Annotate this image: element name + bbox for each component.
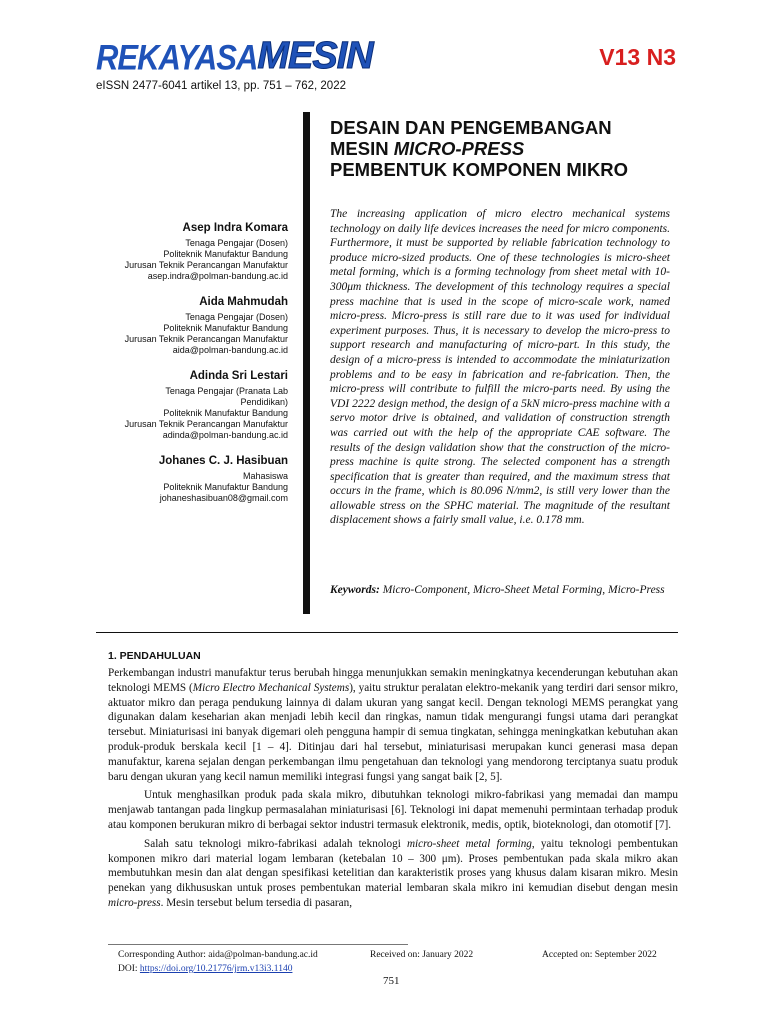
horizontal-rule bbox=[96, 632, 678, 633]
volume-number: V13 N3 bbox=[599, 44, 676, 70]
author-name: Asep Indra Komara bbox=[182, 222, 288, 234]
journal-logo bbox=[96, 35, 373, 78]
author-block bbox=[96, 296, 288, 356]
affiliation-line: Tenaga Pengajar (Dosen) bbox=[185, 312, 288, 322]
page-number: 751 bbox=[383, 975, 400, 987]
affiliation-line: Politeknik Manufaktur Bandung bbox=[163, 408, 288, 418]
affiliation-line: Tenaga Pengajar (Dosen) bbox=[185, 238, 288, 248]
logo-text-mesin: MESIN bbox=[257, 35, 373, 77]
author-email: johaneshasibuan08@gmail.com bbox=[159, 493, 288, 503]
corresponding-author: Corresponding Author: aida@polman-bandung.ac.id bbox=[118, 950, 318, 960]
vertical-divider bbox=[303, 112, 310, 614]
keywords bbox=[330, 583, 670, 598]
affiliation-line: Politeknik Manufaktur Bandung bbox=[163, 323, 288, 333]
article-title bbox=[330, 117, 680, 180]
body-text bbox=[108, 666, 678, 911]
author-email: adinda@polman-bandung.ac.id bbox=[162, 430, 288, 440]
keywords-text: Micro-Component, Micro-Sheet Metal Forming, Micro-Press bbox=[379, 584, 665, 596]
footnote-rule bbox=[108, 944, 408, 945]
author-list bbox=[96, 222, 288, 518]
abstract: The increasing application of micro electro mechanical systems technology on daily life devices increases the need for micro components. Furthermore, it must be supported by reliable fabrication technology to produce micro-sized products. One of these technologies is micro-sheet metal forming, which is a forming technology from sheet metal with 10-300μm thickness. The development of this technology requires a special press machine that is used in the scope of micro-scale work, named micro-press. Micro-press is still rare due to it was used for individual experiment purposes. Thus, it is necessary to develop the micro-press to support research and manufacturing of micro-part. In this study, the design of a micro-press is intended to accommodate the miniaturization problems and to be easy in fabrication and re-fabrication. Then, the micro-press will contribute to fulfill the micro-parts need. By using the VDI 2222 design method, the design of a 5kN micro-press machine with a servo motor drive is obtained, and validation of construction strength was carried out with the help of the appropriate CAE software. The results of the design validation show that the construction of the micro-press machine is quite strong. The selected component has a strength specification that is greater than required, and the maximum stress that occurs in the frame, which is 80.096 N/mm2, is still very lower than the allowable stress on the SPHC material. The magnitude of the resultant displacement shows a fairly small value, i.e. 0.178 mm. bbox=[330, 208, 670, 527]
doi-link[interactable]: https://doi.org/10.21776/jrm.v13i3.1140 bbox=[139, 964, 293, 974]
logo-text-rekayasa: REKAYASA bbox=[96, 37, 258, 78]
affiliation-line: Jurusan Teknik Perancangan Manufaktur bbox=[124, 260, 288, 270]
section-heading: 1. PENDAHULUAN bbox=[108, 650, 201, 662]
affiliation-line: Jurusan Teknik Perancangan Manufaktur bbox=[124, 334, 288, 344]
author-email: asep.indra@polman-bandung.ac.id bbox=[147, 271, 288, 281]
affiliation-line: Politeknik Manufaktur Bandung bbox=[163, 482, 288, 492]
title-line: PEMBENTUK KOMPONEN MIKRO bbox=[330, 159, 629, 180]
author-block bbox=[96, 370, 288, 441]
author-block bbox=[96, 222, 288, 282]
keywords-label: Keywords: bbox=[330, 584, 380, 596]
author-name: Aida Mahmudah bbox=[199, 296, 288, 308]
accepted-date: Accepted on: September 2022 bbox=[542, 950, 657, 960]
author-email: aida@polman-bandung.ac.id bbox=[172, 345, 288, 355]
affiliation-line: Pendidikan) bbox=[240, 397, 288, 407]
title-line: MESIN MICRO-PRESS bbox=[330, 138, 525, 159]
affiliation-line: Politeknik Manufaktur Bandung bbox=[163, 249, 288, 259]
author-name: Johanes C. J. Hasibuan bbox=[158, 455, 288, 467]
received-date: Received on: January 2022 bbox=[370, 950, 474, 960]
author-block bbox=[96, 455, 288, 504]
paragraph: Salah satu teknologi mikro-fabrikasi adalah teknologi micro-sheet metal forming, yaitu teknologi pembentukan komponen mikro dari material logam lembaran (ketebalan 10 – 300 μm). Proses pembentukan pada skala mikro akan membutuhkan mesin dan alat dengan spesifikasi ketelitian dan karakteristik proses yang khusus dalam kisaran mikro. Mesin penekan yang dikhususkan untuk proses pembentukan material lembaran skala mikro ini kemudian disebut dengan mesin micro-press. Mesin tersebut belum tersedia di pasaran, bbox=[108, 837, 678, 909]
paragraph: Perkembangan industri manufaktur terus berubah hingga menunjukkan semakin meningkatnya kecenderungan kebutuhan akan teknologi MEMS (Micro Electro Mechanical Systems), yaitu struktur peralatan elektro-mekanik yang terdiri dari sensor mikro, aktuator mikro dan peraga pendukung lainnya di dalam ukuran yang sangat kecil. Dengan teknologi MEMS perangkat yang digunakan dalam keseharian akan menjadi lebih kecil dan ringkas, namun tidak mengurangi fungsi utama dari perangkat tersebut. Miniaturisasi ini banyak digemari oleh pengguna hampir di semua tingkatan, sehingga meningkatkan kebutuhan akan produk-produk berskala kecil [1 – 4]. Ditinjau dari hal tersebut, miniaturisasi merupakan kunci generasi masa depan manufaktur, karena sejalan dengan perkembangan ilmu pengetahuan dan teknologi yang mendorong terciptanya suatu produk baru dengan ukuran yang kecil namun memiliki integrasi fungsi yang sangat baik [2, 5]. bbox=[108, 667, 679, 783]
affiliation-line: Mahasiswa bbox=[242, 471, 288, 481]
paragraph: Untuk menghasilkan produk pada skala mikro, dibutuhkan teknologi mikro-fabrikasi yang memadai dan mampu menjawab tantangan pada lingkup permasalahan miniaturisasi [6]. Teknologi ini dapat memenuhi permintaan terhadap produk atau komponen berukuran mikro di berbagai sektor industri termasuk elektronik, medis, optik, bioteknologi, dan otomotif [7]. bbox=[108, 789, 678, 831]
doi-line: DOI: https://doi.org/10.21776/jrm.v13i3.1140 bbox=[118, 964, 293, 974]
affiliation-line: Tenaga Pengajar (Pranata Lab bbox=[165, 386, 288, 396]
affiliation-line: Jurusan Teknik Perancangan Manufaktur bbox=[124, 419, 288, 429]
title-line: DESAIN DAN PENGEMBANGAN bbox=[330, 117, 612, 138]
issn-line: eISSN 2477-6041 artikel 13, pp. 751 – 762, 2022 bbox=[96, 80, 346, 92]
author-name: Adinda Sri Lestari bbox=[189, 370, 288, 382]
